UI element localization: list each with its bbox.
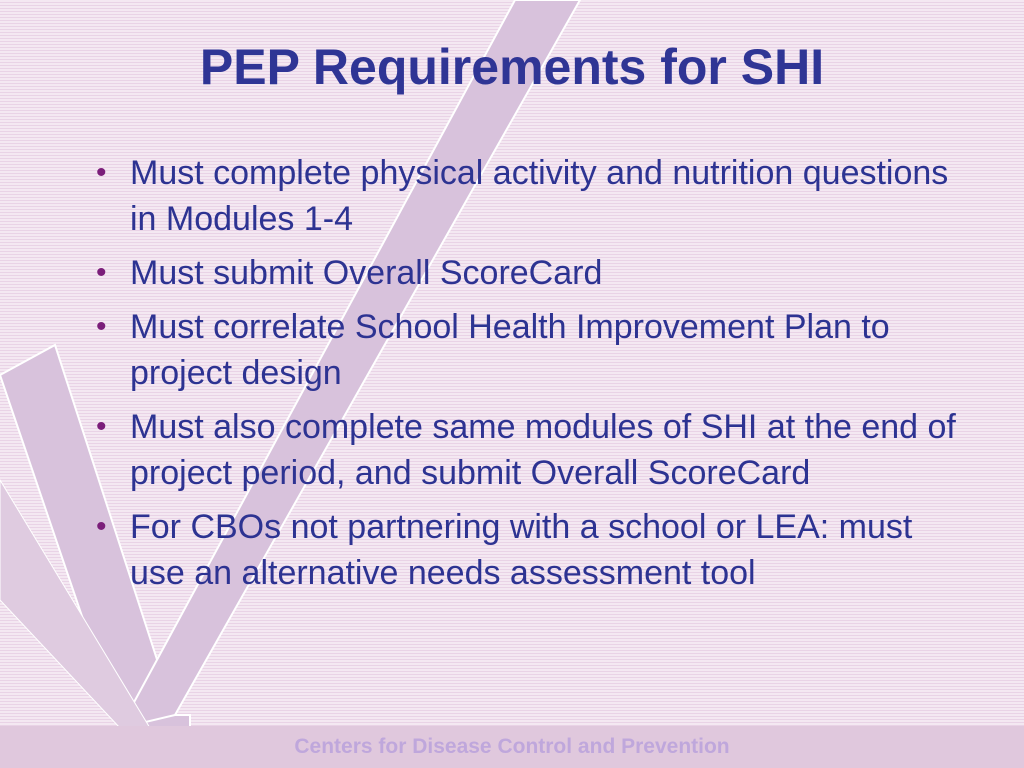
- bullet-text: Must submit Overall ScoreCard: [130, 254, 603, 292]
- list-item: [90, 250, 970, 296]
- bullet-icon: •: [96, 256, 107, 289]
- list-item: [90, 504, 970, 596]
- bullet-text: Must correlate School Health Improvement Plan to project design: [130, 308, 890, 392]
- bullet-icon: •: [96, 310, 107, 343]
- footer-text: Centers for Disease Control and Prevention: [294, 735, 730, 758]
- list-item: [90, 304, 970, 396]
- list-item: [90, 404, 970, 496]
- bullet-list: [90, 150, 970, 604]
- bullet-text: Must also complete same modules of SHI at the end of project period, and submit Overall ScoreCard: [130, 408, 956, 492]
- bullet-icon: •: [96, 510, 107, 543]
- bullet-text: Must complete physical activity and nutrition questions in Modules 1-4: [130, 154, 949, 238]
- list-item: [90, 150, 970, 242]
- bullet-text: For CBOs not partnering with a school or LEA: must use an alternative needs assessment tool: [130, 508, 913, 592]
- bullet-icon: •: [96, 156, 107, 189]
- bullet-icon: •: [96, 410, 107, 443]
- slide-title: PEP Requirements for SHI: [199, 39, 825, 95]
